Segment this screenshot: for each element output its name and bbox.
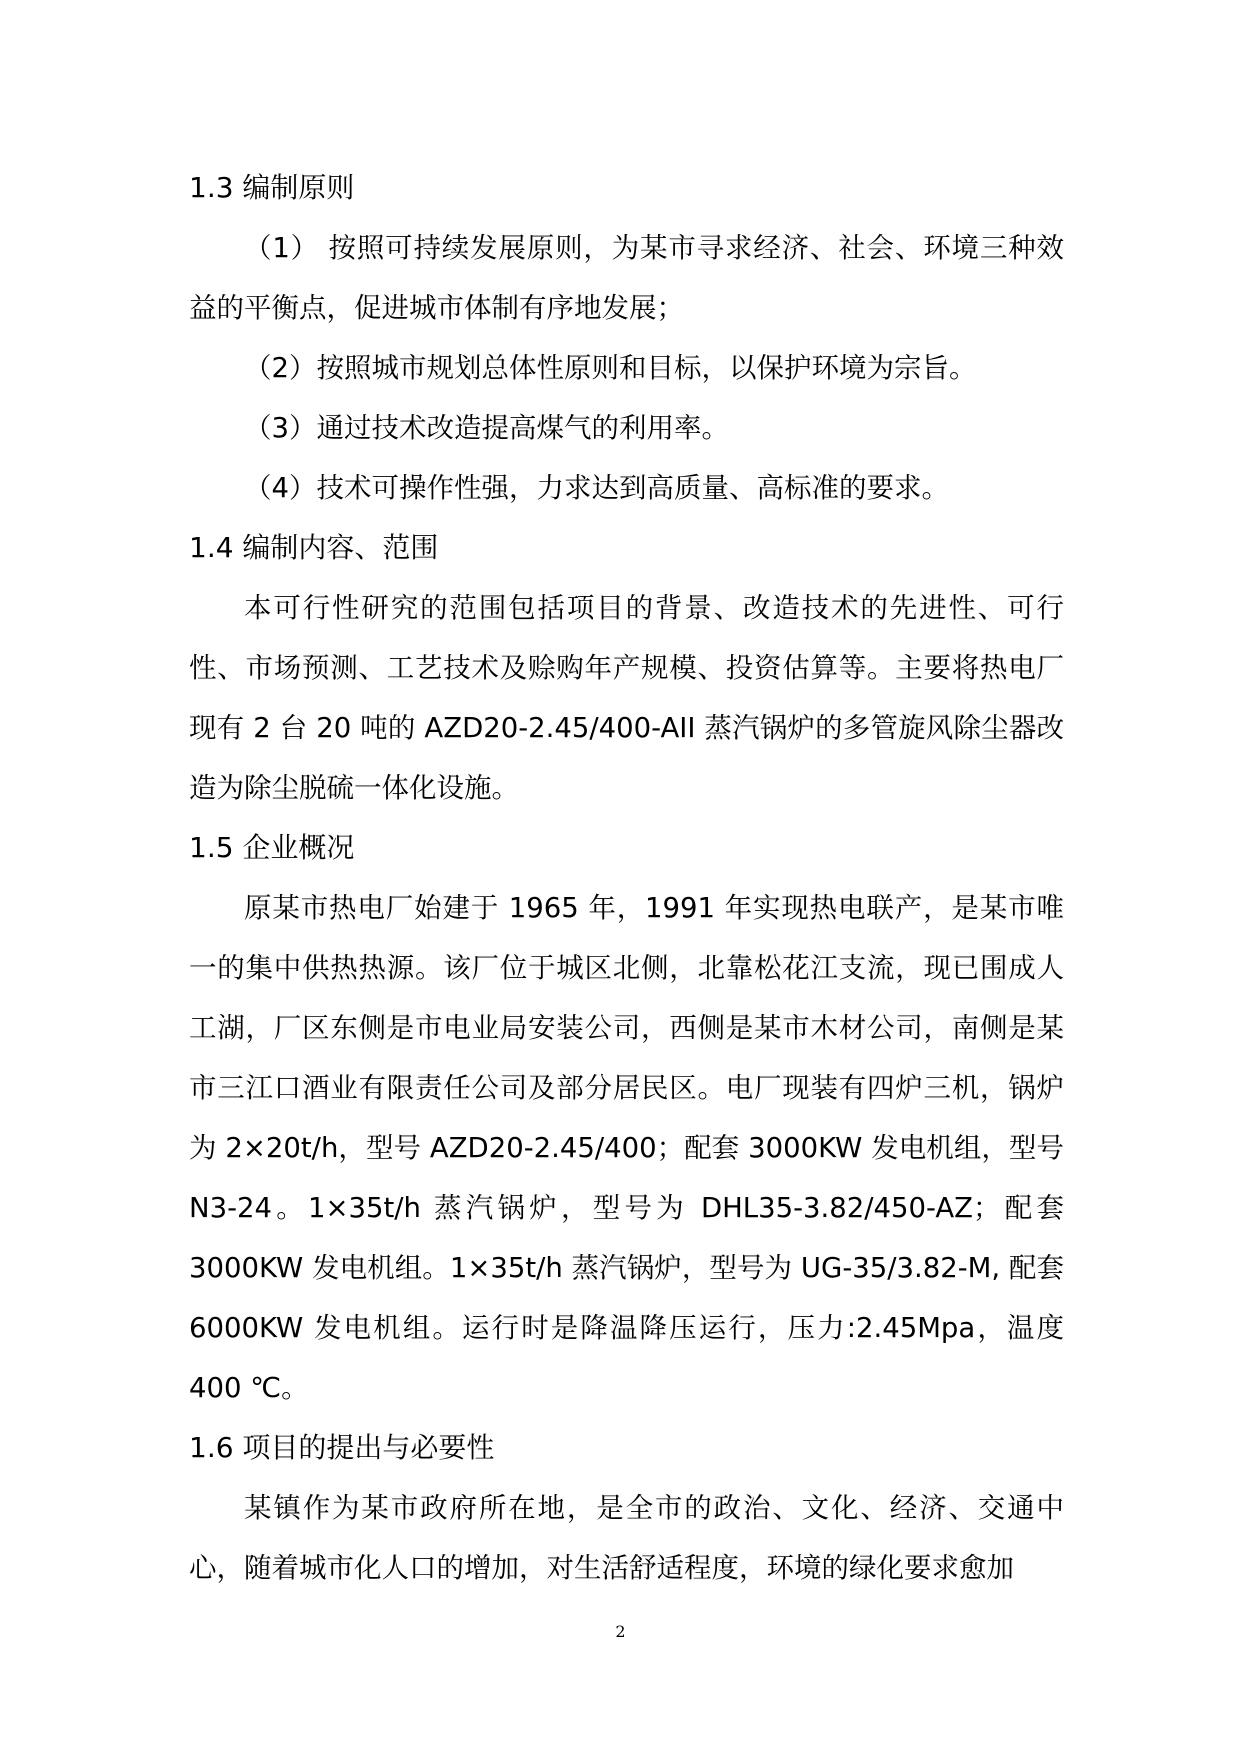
section-1-5 [189, 818, 1064, 1418]
section-heading: 1.3 编制原则 [189, 171, 355, 204]
paragraph: 本可行性研究的范围包括项目的背景、改造技术的先进性、可行性、市场预测、工艺技术及赊购年产规模、投资估算等。主要将热电厂现有 2 台 20 吨的 AZD20-2.45/400-AII 蒸汽锅炉的多管旋风除尘器改造为除尘脱硫一体化设施。 [189, 592, 1064, 804]
paragraph: （4）技术可操作性强，力求达到高质量、高标准的要求。 [244, 472, 949, 504]
paragraph: （3）通过技术改造提高煤气的利用率。 [244, 412, 729, 444]
section-heading: 1.6 项目的提出与必要性 [189, 1431, 495, 1464]
document-body [189, 158, 1064, 1598]
section-1-6 [189, 1418, 1064, 1598]
paragraph: （1） 按照可持续发展原则，为某市寻求经济、社会、环境三种效益的平衡点，促进城市体制有序地发展； [189, 232, 1064, 324]
page-number: 2 [615, 1622, 626, 1641]
section-1-4 [189, 518, 1064, 818]
paragraph: 某镇作为某市政府所在地，是全市的政治、文化、经济、交通中心，随着城市化人口的增加，对生活舒适程度，环境的绿化要求愈加 [189, 1492, 1064, 1584]
section-heading: 1.5 企业概况 [189, 831, 355, 864]
paragraph: （2）按照城市规划总体性原则和目标，以保护环境为宗旨。 [244, 352, 977, 384]
section-1-3 [189, 158, 1064, 518]
section-heading: 1.4 编制内容、范围 [189, 531, 439, 564]
paragraph: 原某市热电厂始建于 1965 年，1991 年实现热电联产，是某市唯一的集中供热热源。该厂位于城区北侧，北靠松花江支流，现已围成人工湖，厂区东侧是市电业局安装公司，西侧是某市木材公司，南侧是某市三江口酒业有限责任公司及部分居民区。电厂现装有四炉三机，锅炉为 2×20t/h，型号 AZD20-2.45/400；配套 3000KW 发电机组，型号 N3-24。1×35t/h 蒸汽锅炉，型号为 DHL35-3.82/450-AZ；配套 3000KW 发电机组。1×35t/h 蒸汽锅炉，型号为 UG-35/3.82-M, 配套 6000KW 发电机组。运行时是降温降压运行，压力:2.45Mpa，温度 400 ℃。 [189, 892, 1064, 1404]
